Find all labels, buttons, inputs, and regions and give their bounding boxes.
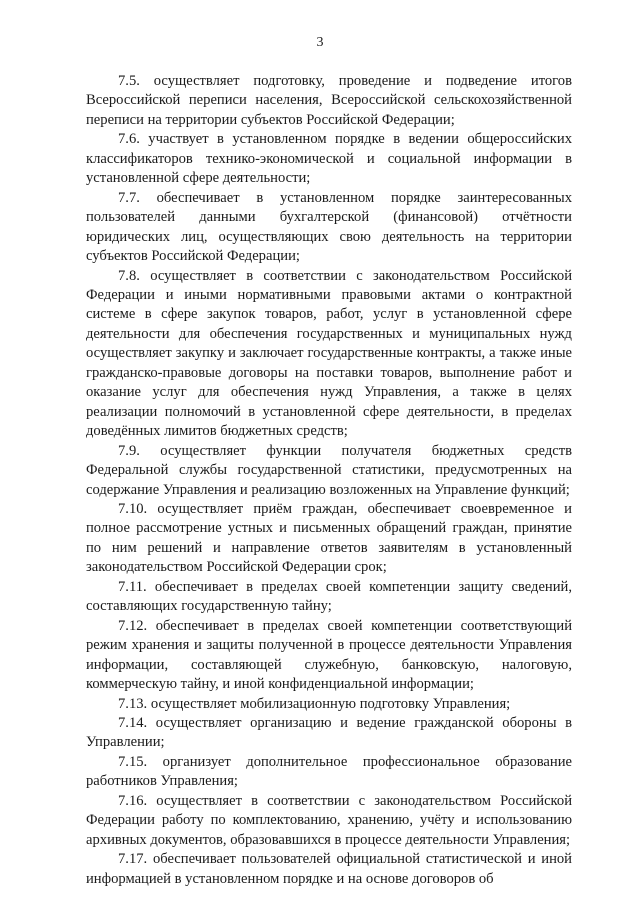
paragraph-7-11: 7.11. обеспечивает в пределах своей компетенции защиту сведений, составляющих государственную тайну;: [86, 578, 572, 615]
paragraph-7-7: 7.7. обеспечивает в установленном порядке заинтересованных пользователей данными бухгалтерской (финансовой) отчётности юридических лиц, осуществляющих свою деятельность на территории субъектов Российской Федерации;: [86, 189, 572, 265]
document-body: [86, 72, 572, 889]
paragraph-7-16: 7.16. осуществляет в соответствии с законодательством Российской Федерации работу по комплектованию, хранению, учёту и использованию архивных документов, образовавшихся в процессе деятельности Управления;: [86, 792, 572, 848]
paragraph-7-6: 7.6. участвует в установленном порядке в ведении общероссийских классификаторов технико-экономической и социальной информации в установленной сфере деятельности;: [86, 131, 572, 187]
page-number: 3: [316, 35, 324, 50]
paragraph-7-12: 7.12. обеспечивает в пределах своей компетенции соответствующий режим хранения и защиты полученной в процессе деятельности Управления информации, составляющей служебную, банковскую, налоговую, коммерческую тайну, и иной конфиденциальной информации;: [86, 617, 572, 693]
paragraph-7-14: 7.14. осуществляет организацию и ведение гражданской обороны в Управлении;: [86, 714, 572, 751]
paragraph-7-15: 7.15. организует дополнительное профессиональное образование работников Управления;: [86, 753, 572, 790]
paragraph-7-17: 7.17. обеспечивает пользователей официальной статистической и иной информацией в установленном порядке и на основе договоров об: [86, 851, 572, 887]
paragraph-7-8: 7.8. осуществляет в соответствии с законодательством Российской Федерации и иными нормативными правовыми актами о контрактной системе в сфере закупок товаров, работ, услуг в установленной сфере деятельности для обеспечения государственных и муниципальных нужд осуществляет закупку и заключает государственные контракты, а также иные гражданско-правовые договоры на поставки товаров, выполнение работ и оказание услуг для обеспечения нужд Управления, а также в целях реализации полномочий в установленной сфере деятельности, в пределах доведённых лимитов бюджетных средств;: [86, 267, 572, 440]
paragraph-7-10: 7.10. осуществляет приём граждан, обеспечивает своевременное и полное рассмотрение устных и письменных обращений граждан, принятие по ним решений и направление ответов заявителям в установленный законодательством Российской Федерации срок;: [86, 500, 572, 576]
paragraph-7-5: 7.5. осуществляет подготовку, проведение и подведение итогов Всероссийской переписи населения, Всероссийской сельскохозяйственной переписи на территории субъектов Российской Федерации;: [86, 73, 572, 128]
paragraph-7-9: 7.9. осуществляет функции получателя бюджетных средств Федеральной службы государственной статистики, предусмотренных на содержание Управления и реализацию возложенных на Управление функций;: [86, 442, 572, 498]
paragraph-7-13: 7.13. осуществляет мобилизационную подготовку Управления;: [118, 695, 511, 712]
